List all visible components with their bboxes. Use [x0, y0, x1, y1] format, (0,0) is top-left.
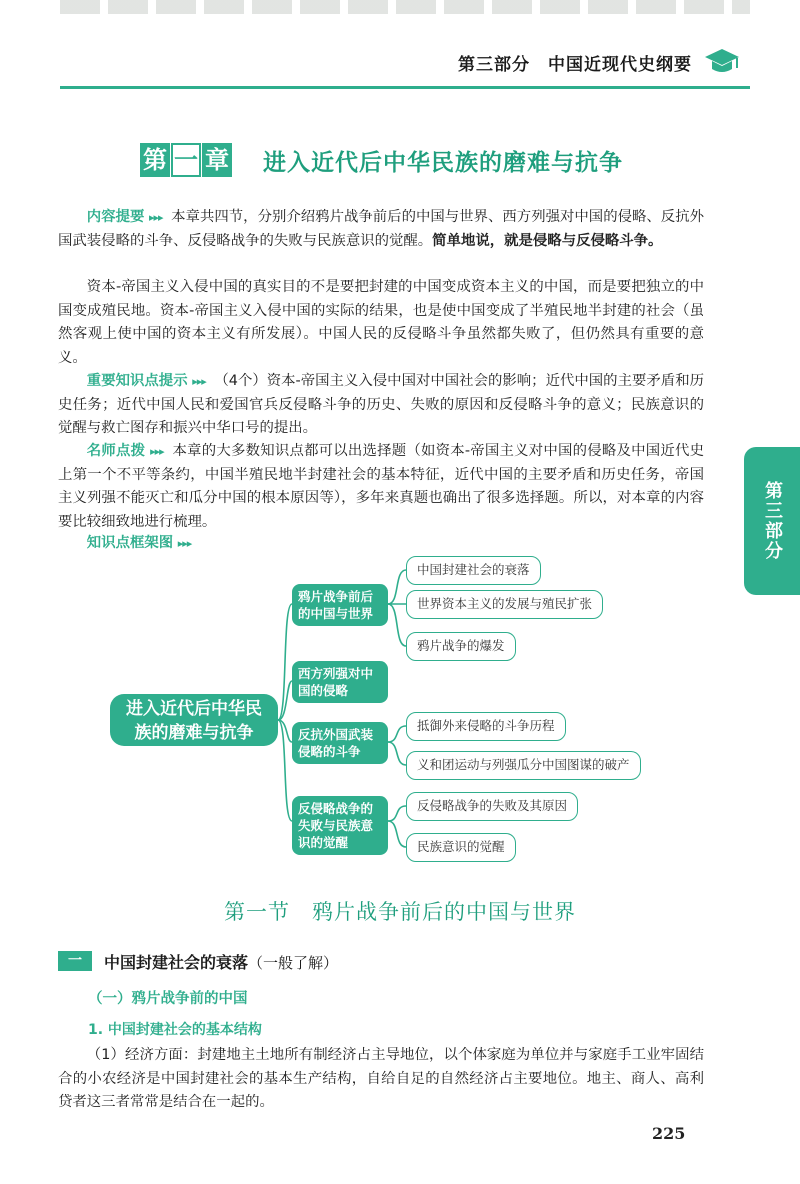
side-tab: 第三部分 [744, 447, 800, 595]
page-number: 225 [652, 1124, 686, 1143]
teacher-tips-label: 名师点拨 [86, 443, 146, 459]
subsection-title: 中国封建社会的衰落 [104, 952, 249, 972]
intro-label: 内容提要 [86, 209, 145, 225]
header-section-label: 第三部分 中国近现代史纲要 [458, 55, 692, 75]
page-header [60, 0, 750, 89]
mindmap-branch: 反抗外国武装侵略的斗争 [292, 722, 388, 764]
arrows-icon: ▸▸▸ [192, 375, 206, 388]
teacher-tips-paragraph [58, 440, 704, 534]
chapter-label-2: 一 [171, 143, 201, 177]
subsection-note: （一般了解） [248, 953, 339, 972]
body-paragraph: （1）经济方面：封建地主土地所有制经济占主导地位，以个体家庭为单位并与家庭手工业牢固结合的小农经济是中国封建社会的基本生产结构，自给自足的自然经济占主要地位。地主、商人、高利贷者这三者常常是结合在一起的。 [58, 1047, 704, 1110]
mindmap-root: 进入近代后中华民族的磨难与抗争 [110, 694, 278, 746]
mindmap-leaf: 中国封建社会的衰落 [406, 556, 541, 585]
key-points-label: 重要知识点提示 [86, 373, 188, 389]
intro-text: 本章共四节，分别介绍鸦片战争前后的中国与世界、西方列强对中国的侵略、反抗外国武装侵略的斗争、反侵略战争的失败与民族意识的觉醒。 [58, 209, 704, 249]
mindmap-branch: 西方列强对中国的侵略 [292, 661, 388, 703]
mindmap-leaf: 反侵略战争的失败及其原因 [406, 792, 578, 821]
knowledge-mindmap [110, 556, 630, 866]
chapter-heading [140, 140, 623, 180]
mindmap-branch: 鸦片战争前后的中国与世界 [292, 584, 388, 626]
sub-heading-1: （一）鸦片战争前的中国 [88, 991, 248, 1007]
intro-paragraph [58, 206, 704, 253]
header-decoration [60, 0, 750, 14]
sub-heading-1-1: 1. 中国封建社会的基本结构 [88, 1022, 262, 1038]
arrows-icon: ▸▸▸ [149, 211, 163, 224]
mindmap-leaf: 抵御外来侵略的斗争历程 [406, 712, 566, 741]
intro-paragraph-2: 资本-帝国主义入侵中国的真实目的不是要把封建的中国变成资本主义的中国，而是要把独立的中国变成殖民地。资本-帝国主义入侵中国的实际的结果，也是使中国变成了半殖民地半封建的社会（虽然客观上使中国的资本主义有所发展）。中国人民的反侵略斗争虽然都失败了，但仍然具有重要的意义。 [58, 279, 704, 366]
arrows-icon: ▸▸▸ [150, 445, 164, 458]
section-title: 第一节 鸦片战争前后的中国与世界 [224, 900, 576, 924]
chapter-title: 进入近代后中华民族的磨难与抗争 [263, 149, 623, 176]
mindmap-leaf: 民族意识的觉醒 [406, 833, 516, 862]
subsection-title-wrap [104, 950, 338, 973]
key-points-paragraph [58, 370, 704, 441]
mindmap-leaf: 鸦片战争的爆发 [406, 632, 516, 661]
subsection-number: 一 [58, 951, 92, 971]
arrows-icon: ▸▸▸ [177, 537, 192, 550]
framework-label: 知识点框架图 [86, 535, 174, 551]
graduation-cap-icon [704, 46, 740, 76]
teacher-tips-text: 本章的大多数知识点都可以出选择题（如资本-帝国主义对中国的侵略及中国近代史上第一个不平等条约，中国半殖民地半封建社会的基本特征，近代中国的主要矛盾和历史任务，帝国主义列强不能灭亡和瓜分中国的根本原因等），多年来真题也确出了很多选择题。所以，对本章的内容要比较细致地进行梳理。 [58, 443, 704, 530]
mindmap-leaf: 义和团运动与列强瓜分中国图谋的破产 [406, 751, 641, 780]
intro-summary: 简单地说，就是侵略与反侵略斗争。 [432, 232, 663, 249]
chapter-label-1: 第 [140, 143, 170, 177]
mindmap-branch: 反侵略战争的失败与民族意识的觉醒 [292, 796, 388, 855]
key-points-text: （4个）资本-帝国主义入侵中国对中国社会的影响；近代中国的主要矛盾和历史任务；近代中国人民和爱国官兵反侵略斗争的历史、失败的原因和反侵略斗争的意义；民族意识的觉醒与救亡图存和振兴中华口号的提出。 [58, 373, 704, 436]
subsection-heading [58, 948, 338, 974]
mindmap-leaf: 世界资本主义的发展与殖民扩张 [406, 590, 603, 619]
framework-heading [58, 532, 704, 556]
chapter-label-3: 章 [202, 143, 232, 177]
